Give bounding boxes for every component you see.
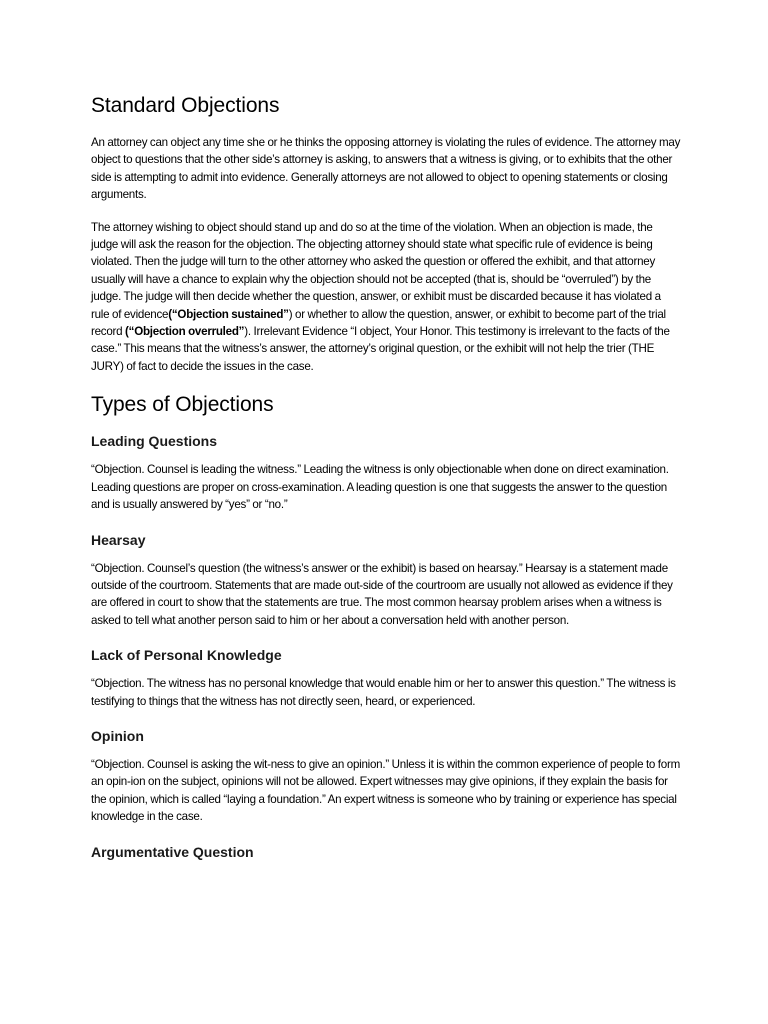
page-title: Standard Objections <box>91 94 280 117</box>
section-heading: Hearsay <box>91 531 146 548</box>
section-opinion <box>91 726 681 826</box>
section-argumentative-question <box>91 842 681 862</box>
objection-overruled-text: (“Objection overruled” <box>125 325 245 339</box>
intro-paragraph-2-part2: ) or whether to allow the question, answer, or exhibit to become part of the trial record <box>91 307 666 339</box>
types-heading: Types of Objections <box>91 393 274 417</box>
section-lack-of-personal-knowledge <box>91 645 681 710</box>
document-page <box>91 92 681 872</box>
section-heading: Lack of Personal Knowledge <box>91 647 282 664</box>
section-text: “Objection. The witness has no personal knowledge that would enable him or her to answer this question.” The witness is testifying to things that the witness has not directly seen, heard, or experienced. <box>91 677 676 708</box>
intro-paragraph-1: An attorney can object any time she or he thinks the opposing attorney is violating the rules of evidence. The attorney may object to questions that the other side’s attorney is asking, to answers that a witness is giving, or to exhibits that the other side is attempting to admit into evidence. Generally attorneys are not allowed to object to opening statements or closing arguments. <box>91 136 681 202</box>
section-text: “Objection. Counsel’s question (the witness’s answer or the exhibit) is based on hearsay.” Hearsay is a statement made outside of the courtroom. Statements that are made out-side of the courtroom are usually not allowed as evidence if they are offered in court to show that the statements are true. The most common hearsay problem arises when a witness is asked to tell what another person said to him or her about a conversation held with another person. <box>91 561 673 627</box>
objection-sustained-text: (“Objection sustained” <box>168 307 289 321</box>
section-heading: Leading Questions <box>91 433 218 450</box>
section-leading-questions <box>91 431 681 513</box>
intro-paragraph-2 <box>91 219 681 376</box>
section-text: “Objection. Counsel is asking the wit-ness to give an opinion.” Unless it is within the common experience of people to form an opin-ion on the subject, opinions will not be allowed. Expert witnesses may give opinions, if they explain the basis for the opinion, which is called “laying a foundation.” An expert witness is someone who by training or experience has special knowledge in the case. <box>91 757 680 824</box>
section-hearsay <box>91 530 681 630</box>
section-heading: Opinion <box>91 727 144 744</box>
section-heading: Argumentative Question <box>91 843 254 860</box>
intro-paragraph-2-part1: The attorney wishing to object should stand up and do so at the time of the violation. When an objection is made, the judge will ask the reason for the objection. The objecting attorney should state what specific rule of evidence is being violated. Then the judge will turn to the other attorney who asked the question or offered the exhibit, and that attorney usually will have a chance to explain why the objection should not be accepted (that is, should be “overruled”) by the judge. The judge will then decide whether the question, answer, or exhibit must be discarded because it has violated a rule of evidence <box>91 220 661 321</box>
intro-paragraph-2-part3: ). Irrelevant Evidence “I object, Your Honor. This testimony is irrelevant to the facts of the case.” This means that the witness’s answer, the attorney’s original question, or the exhibit will not help the trier (THE JURY) of fact to decide the issues in the case. <box>91 325 670 373</box>
section-text: “Objection. Counsel is leading the witness.” Leading the witness is only objectionable when done on direct examination. Leading questions are proper on cross-examination. A leading question is one that suggests the answer to the question and is usually answered by “yes” or “no.” <box>91 463 669 512</box>
